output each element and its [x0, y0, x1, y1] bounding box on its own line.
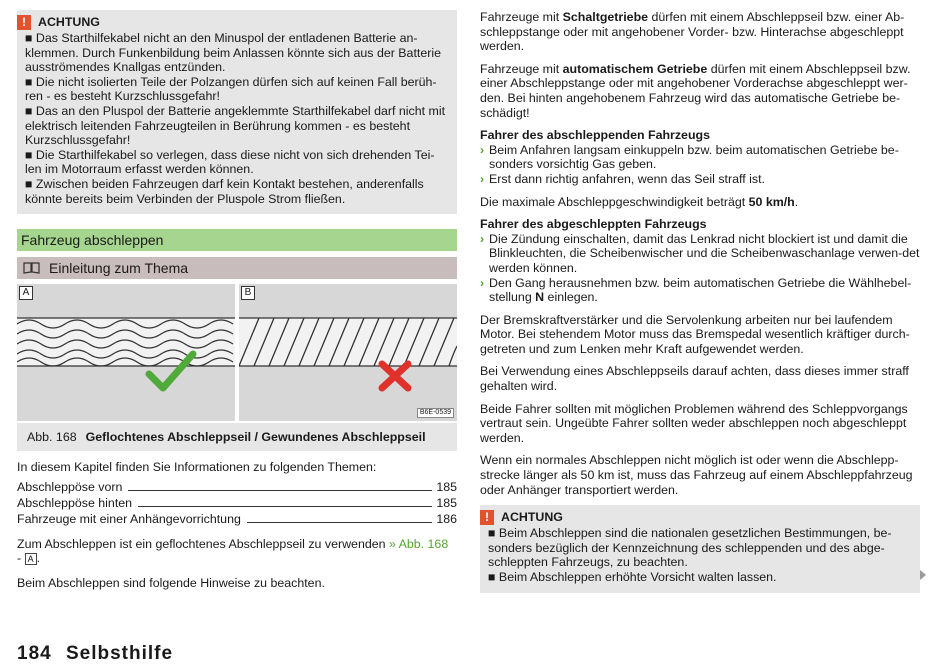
right-column [480, 10, 920, 593]
figure-panel-a [17, 284, 235, 421]
toc-row[interactable] [17, 479, 457, 495]
warning-item: ■ Das Starthilfekabel nicht an den Minuspol der entladenen Batterie an-klemmen. Durch Funkenbildung beim Anlassen könnte sich aus der Batterie ausströmendes Knallgas entzünden. [25, 31, 441, 75]
intro-text: In diesem Kapitel finden Sie Informationen zu folgenden Themen: [17, 460, 377, 475]
book-icon [23, 262, 40, 274]
rope-text: Zum Abschleppen ist ein geflochtenes Abschleppseil zu verwenden [17, 536, 389, 551]
toc-row[interactable] [17, 495, 457, 511]
rope-text-dash: - [17, 551, 25, 566]
toc-label: Abschleppöse vorn [17, 480, 123, 495]
caption-number: Abb. 168 [27, 430, 77, 445]
list-item: › Die Zündung einschalten, damit das Lenkrad nicht blockiert ist und damit die Blinkleuchten, die Scheibenwischer und die Scheibenwaschanlage verwen-det werden können. [480, 231, 920, 275]
rope-text-end: . [36, 551, 41, 566]
caption-text: Geflochtenes Abschleppseil / Gewundenes Abschleppseil [85, 430, 426, 445]
automatic-gearbox-paragraph: Fahrzeuge mit automatischem Getriebe dürfen mit einem Abschleppseil bzw. einer Abschleppstange oder mit angehobener Vorderachse abgeschleppt wer-den. Bei hinten angehobenem Fahrzeug wird das automatische Getriebe be-schädigt! [480, 61, 911, 120]
toc-page: 185 [436, 496, 457, 511]
list-item: › Beim Anfahren langsam einkuppeln bzw. beim automatischen Getriebe be-sonders vorsichtig Gas geben. [480, 142, 899, 172]
warning-title: ACHTUNG [501, 509, 563, 524]
figure-panel-b [239, 284, 457, 421]
footer-section: Selbsthilfe [65, 643, 174, 664]
list-item: › Den Gang herausnehmen bzw. beim automatischen Getriebe die Wählhebel-stellung N einlegen. [480, 275, 912, 305]
warning-icon: ! [17, 15, 31, 30]
left-column [17, 10, 457, 591]
warning-title: ACHTUNG [38, 14, 100, 29]
warning-box-right [480, 505, 920, 592]
page-number: 184 [17, 643, 52, 664]
subsection-header [17, 257, 457, 279]
list-item: › Erst dann richtig anfahren, wenn das Seil straff ist. [480, 171, 765, 186]
arrow-icon: › [480, 171, 485, 186]
warning-item: ■ Die nicht isolierten Teile der Polzangen dürfen sich auf keinen Fall berüh-ren - es besteht Kurzschlussgefahr! [25, 74, 437, 104]
manual-gearbox-paragraph: Fahrzeuge mit Schaltgetriebe dürfen mit einem Abschleppseil bzw. einer Ab-schleppstange oder mit angehobener Vorder- bzw. Hinterachse abgeschleppt werden. [480, 10, 905, 54]
toc-label: Fahrzeuge mit einer Anhängevorrichtung [17, 512, 241, 527]
toc-label: Abschleppöse hinten [17, 496, 133, 511]
next-page-arrow-icon[interactable] [920, 570, 926, 580]
section-title: Fahrzeug abschleppen [17, 229, 457, 251]
arrow-icon: › [480, 275, 485, 290]
rope-taut-paragraph: Bei Verwendung eines Abschleppseils darauf achten, dass dieses immer straff gehalten wird. [480, 364, 909, 394]
towing-driver-heading: Fahrer des abschleppenden Fahrzeugs [480, 128, 710, 143]
toc-page: 186 [436, 512, 457, 527]
warning-item: ■ Zwischen beiden Fahrzeugen darf kein Kontakt bestehen, anderenfalls könnte bereits beim Verbinden der Pluspole Strom fließen. [25, 176, 424, 206]
figure-link[interactable]: » Abb. 168 [388, 536, 449, 551]
towed-driver-heading: Fahrer des abgeschleppten Fahrzeugs [480, 217, 707, 232]
toc-page: 185 [436, 480, 457, 495]
transport-paragraph: Wenn ein normales Abschleppen nicht möglich ist oder wenn die Abschlepp-strecke länger als 50 km ist, muss das Fahrzeug auf einem Abschleppfahrzeug oder Anhänger transportiert werden. [480, 453, 913, 497]
page-footer [17, 643, 173, 665]
arrow-icon: › [480, 142, 485, 157]
arrow-icon: › [480, 231, 485, 246]
braided-rope-image [17, 284, 235, 421]
warning-item: ■ Beim Abschleppen erhöhte Vorsicht walten lassen. [488, 570, 777, 584]
figure-label-b: B [241, 286, 255, 300]
toc-list [17, 479, 457, 527]
warning-header [17, 13, 449, 31]
speed-paragraph: Die maximale Abschleppgeschwindigkeit beträgt 50 km/h. [480, 194, 799, 209]
problems-paragraph: Beide Fahrer sollten mit möglichen Problemen während des Schleppvorgangs vertraut sein. Ungeübte Fahrer sollten weder abschleppen noch abgeschleppt werden. [480, 401, 908, 445]
warning-item: ■ Die Starthilfekabel so verlegen, dass diese nicht von sich drehenden Tei-len im Motorraum erfasst werden können. [25, 147, 435, 177]
figure-divider [235, 284, 239, 421]
brake-paragraph: Der Bremskraftverstärker und die Servolenkung arbeiten nur bei laufendem Motor. Bei stehendem Motor muss das Bremspedal wesentlich kräftiger durch-getreten und zum Lenken mehr Kraft aufgewendet werden. [480, 312, 910, 356]
figure-ref-box: A [25, 553, 37, 565]
warning-icon: ! [480, 510, 494, 525]
rope-paragraph [17, 537, 457, 566]
twisted-rope-image [239, 284, 457, 421]
figure-code: B6E-0539 [417, 408, 454, 418]
figure-label-a: A [19, 286, 33, 300]
subsection-title: Einleitung zum Thema [49, 260, 189, 277]
warning-box-left [17, 10, 457, 214]
toc-row[interactable] [17, 511, 457, 527]
warning-item: ■ Beim Abschleppen sind die nationalen gesetzlichen Bestimmungen, be-sonders bezüglich der Kennzeichnung des schleppenden und des abge-schleppten Fahrzeugs, zu beachten. [488, 526, 892, 570]
figure-caption [17, 423, 457, 451]
warning-item: ■ Das an den Pluspol der Batterie angeklemmte Starthilfekabel darf nicht mit elektrisch leitenden Fahrzeugteilen in Berührung kommen - es besteht Kurzschlussgefahr! [25, 103, 446, 148]
hints-paragraph: Beim Abschleppen sind folgende Hinweise zu beachten. [17, 575, 325, 590]
cross-icon [382, 364, 408, 388]
warning-header [480, 508, 912, 526]
rope-figure [17, 284, 457, 421]
